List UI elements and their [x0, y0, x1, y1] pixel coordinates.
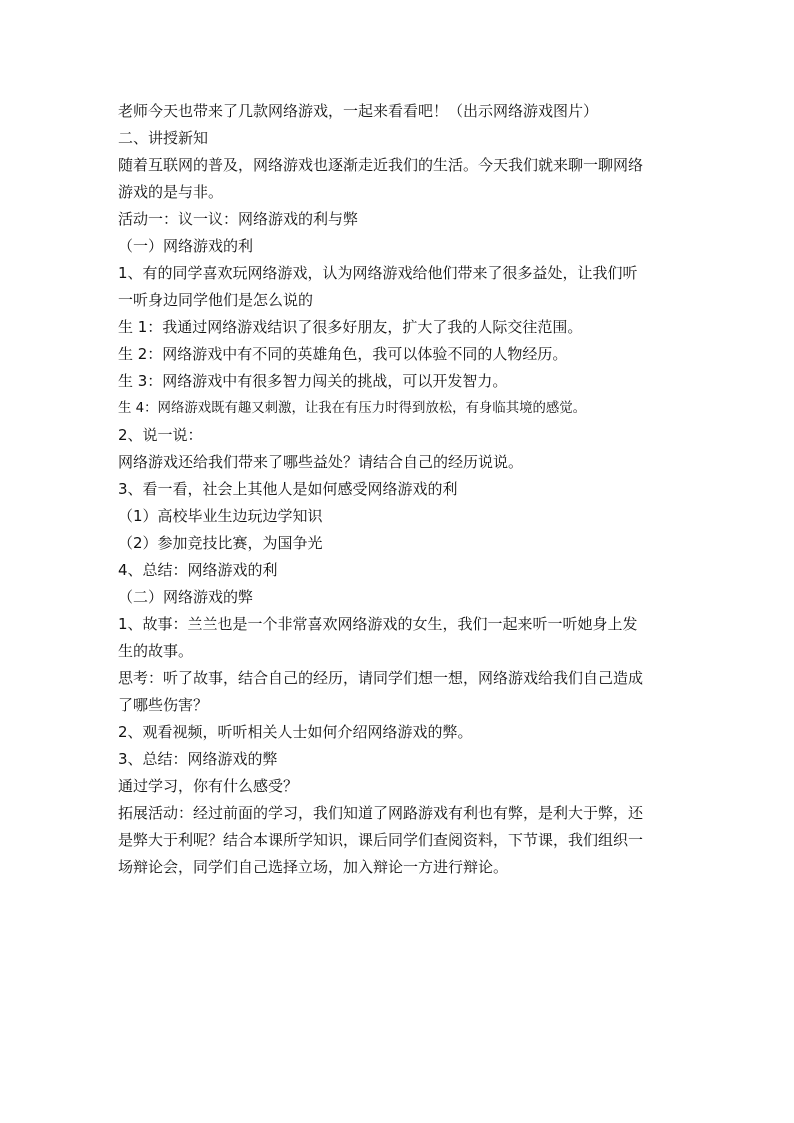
text-line-benefit-1a: 1、有的同学喜欢玩网络游戏，认为网络游戏给他们带来了很多益处，让我们听 [118, 264, 638, 282]
text-line-feeling: 通过学习，你有什么感受？ [118, 777, 299, 795]
text-line-look: 3、看一看，社会上其他人是如何感受网络游戏的利 [118, 480, 458, 498]
text-line-say: 2、说一说： [118, 426, 203, 444]
list-item-1: （1）高校毕业生边玩边学知识 [118, 507, 323, 525]
subheading-benefits: （一）网络游戏的利 [118, 237, 254, 255]
text-line-intro-2: 游戏的是与非。 [118, 183, 224, 201]
text-line-think-a: 思考：听了故事，结合自己的经历，请同学们想一想，网络游戏给我们自己造成 [118, 669, 644, 687]
text-line-story-b: 生的故事。 [118, 642, 194, 660]
subheading-harms: （二）网络游戏的弊 [118, 588, 254, 606]
text-line-think-b: 了哪些伤害？ [118, 696, 209, 714]
document-body [118, 98, 678, 881]
text-line-extension-b: 是弊大于利呢？结合本课所学知识，课后同学们查阅资料，下节课，我们组织一 [118, 831, 644, 849]
text-line-summary-benefits: 4、总结：网络游戏的利 [118, 561, 278, 579]
section-heading-teaching: 二、讲授新知 [118, 129, 209, 147]
text-line-video: 2、观看视频，听听相关人士如何介绍网络游戏的弊。 [118, 723, 473, 741]
text-line-1: 老师今天也带来了几款网络游戏，一起来看看吧！（出示网络游戏图片） [118, 102, 599, 120]
list-item-2: （2）参加竞技比赛，为国争光 [118, 534, 323, 552]
activity-heading: 活动一：议一议：网络游戏的利与弊 [118, 210, 359, 228]
student-quote-4: 生 4：网络游戏既有趣又刺激，让我在有压力时得到放松，有身临其境的感觉。 [118, 401, 587, 416]
text-line-say-question: 网络游戏还给我们带来了哪些益处？请结合自己的经历说说。 [118, 453, 524, 471]
text-line-intro-1: 随着互联网的普及，网络游戏也逐渐走近我们的生活。今天我们就来聊一聊网络 [118, 156, 644, 174]
student-quote-3: 生 3：网络游戏中有很多智力闯关的挑战，可以开发智力。 [118, 372, 508, 390]
student-quote-2: 生 2：网络游戏中有不同的英雄角色，我可以体验不同的人物经历。 [118, 345, 568, 363]
student-quote-1: 生 1：我通过网络游戏结识了很多好朋友，扩大了我的人际交往范围。 [118, 318, 583, 336]
text-line-benefit-1b: 一听身边同学他们是怎么说的 [118, 291, 314, 309]
text-line-extension-c: 场辩论会，同学们自己选择立场，加入辩论一方进行辩论。 [118, 858, 509, 876]
text-line-extension-a: 拓展活动：经过前面的学习，我们知道了网路游戏有利也有弊，是利大于弊，还 [118, 804, 644, 822]
text-line-summary-harms: 3、总结：网络游戏的弊 [118, 750, 278, 768]
text-line-story-a: 1、故事：兰兰也是一个非常喜欢网络游戏的女生，我们一起来听一听她身上发 [118, 615, 638, 633]
